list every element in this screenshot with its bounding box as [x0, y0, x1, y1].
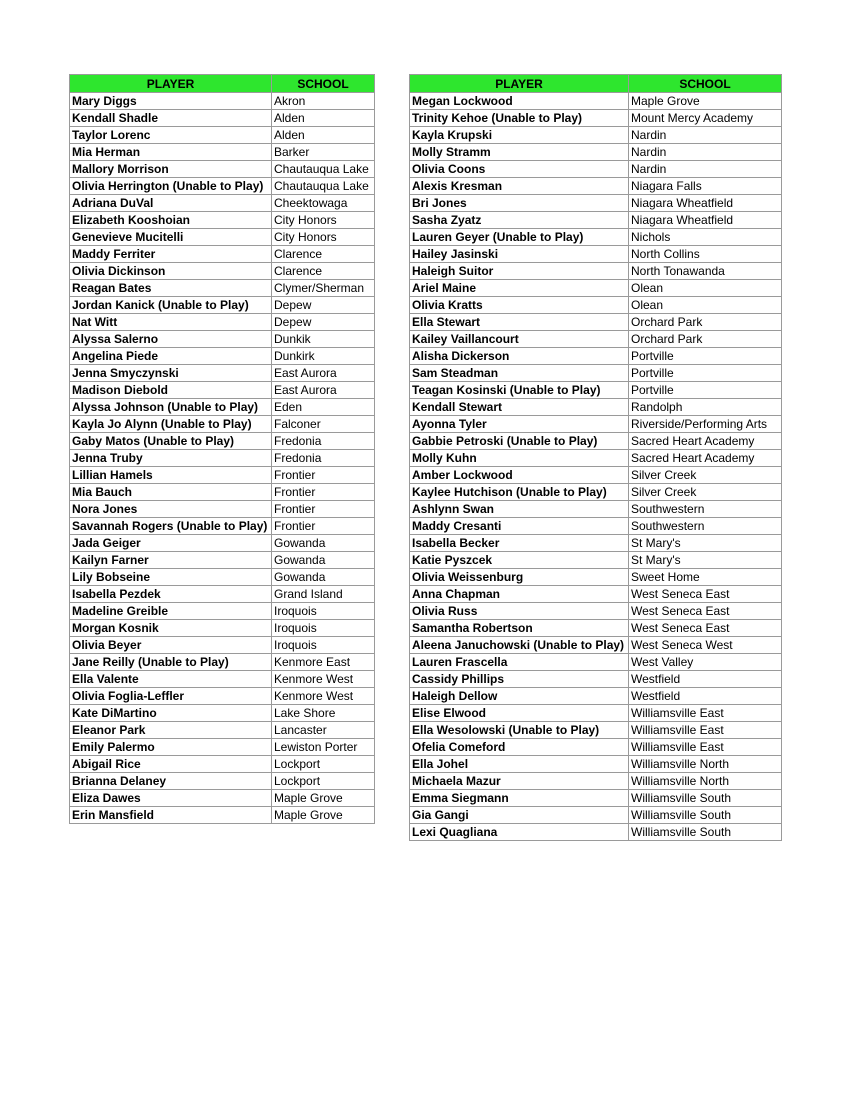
- school-name-cell: Frontier: [272, 467, 375, 484]
- school-name-cell: Lockport: [272, 773, 375, 790]
- table-row: [70, 195, 375, 212]
- player-name-cell: Nora Jones: [70, 501, 272, 518]
- school-name-cell: Westfield: [629, 688, 782, 705]
- table-row: [410, 552, 782, 569]
- school-name-cell: Southwestern: [629, 501, 782, 518]
- school-name-cell: Orchard Park: [629, 331, 782, 348]
- table-row: [70, 331, 375, 348]
- table-row: [70, 382, 375, 399]
- player-name-cell: Jane Reilly (Unable to Play): [70, 654, 272, 671]
- player-name-cell: Reagan Bates: [70, 280, 272, 297]
- school-name-cell: City Honors: [272, 212, 375, 229]
- player-name-cell: Erin Mansfield: [70, 807, 272, 824]
- table-row: [410, 518, 782, 535]
- school-name-cell: Niagara Wheatfield: [629, 212, 782, 229]
- school-name-cell: Olean: [629, 297, 782, 314]
- player-name-cell: Trinity Kehoe (Unable to Play): [410, 110, 629, 127]
- school-name-cell: Nichols: [629, 229, 782, 246]
- school-name-cell: Williamsville South: [629, 807, 782, 824]
- table-row: [410, 195, 782, 212]
- school-name-cell: Chautauqua Lake: [272, 178, 375, 195]
- school-name-cell: Southwestern: [629, 518, 782, 535]
- school-name-cell: Eden: [272, 399, 375, 416]
- player-name-cell: Jenna Truby: [70, 450, 272, 467]
- table-row: [410, 807, 782, 824]
- table-row: [410, 705, 782, 722]
- table-row: [410, 790, 782, 807]
- table-row: [410, 263, 782, 280]
- player-name-cell: Angelina Piede: [70, 348, 272, 365]
- school-name-cell: Alden: [272, 127, 375, 144]
- player-name-cell: Haleigh Dellow: [410, 688, 629, 705]
- player-name-cell: Ella Wesolowski (Unable to Play): [410, 722, 629, 739]
- school-name-cell: Lockport: [272, 756, 375, 773]
- school-name-cell: Nardin: [629, 144, 782, 161]
- table-row: [410, 620, 782, 637]
- school-name-cell: Kenmore East: [272, 654, 375, 671]
- table-row: [70, 144, 375, 161]
- table-row: [410, 637, 782, 654]
- school-name-cell: Cheektowaga: [272, 195, 375, 212]
- roster-rows: [410, 93, 782, 841]
- player-name-cell: Aleena Januchowski (Unable to Play): [410, 637, 629, 654]
- player-name-cell: Maddy Cresanti: [410, 518, 629, 535]
- player-name-cell: Mia Bauch: [70, 484, 272, 501]
- school-name-cell: Barker: [272, 144, 375, 161]
- school-name-cell: Sacred Heart Academy: [629, 450, 782, 467]
- player-name-cell: Sam Steadman: [410, 365, 629, 382]
- school-name-cell: Depew: [272, 297, 375, 314]
- player-name-cell: Emily Palermo: [70, 739, 272, 756]
- table-row: [70, 433, 375, 450]
- table-row: [70, 654, 375, 671]
- table-row: [410, 280, 782, 297]
- school-name-cell: Kenmore West: [272, 671, 375, 688]
- table-row: [70, 246, 375, 263]
- table-row: [70, 739, 375, 756]
- table-row: [70, 365, 375, 382]
- school-name-cell: Sacred Heart Academy: [629, 433, 782, 450]
- player-name-cell: Ashlynn Swan: [410, 501, 629, 518]
- school-name-cell: Riverside/Performing Arts: [629, 416, 782, 433]
- table-row: [70, 586, 375, 603]
- school-name-cell: Fredonia: [272, 433, 375, 450]
- player-name-cell: Kendall Shadle: [70, 110, 272, 127]
- player-name-cell: Genevieve Mucitelli: [70, 229, 272, 246]
- school-name-cell: Williamsville East: [629, 739, 782, 756]
- school-name-cell: Nardin: [629, 161, 782, 178]
- table-row: [410, 314, 782, 331]
- player-name-cell: Olivia Coons: [410, 161, 629, 178]
- school-name-cell: Kenmore West: [272, 688, 375, 705]
- school-name-cell: Chautauqua Lake: [272, 161, 375, 178]
- table-row: [70, 161, 375, 178]
- player-name-cell: Ella Valente: [70, 671, 272, 688]
- player-name-cell: Mallory Morrison: [70, 161, 272, 178]
- school-name-cell: Williamsville East: [629, 705, 782, 722]
- school-name-cell: Portville: [629, 365, 782, 382]
- roster-rows: [70, 93, 375, 824]
- player-name-cell: Ella Stewart: [410, 314, 629, 331]
- table-row: [70, 790, 375, 807]
- player-name-cell: Alisha Dickerson: [410, 348, 629, 365]
- table-row: [70, 620, 375, 637]
- roster-table-right: [409, 74, 782, 841]
- player-name-cell: Olivia Foglia-Leffler: [70, 688, 272, 705]
- school-name-cell: Williamsville South: [629, 790, 782, 807]
- player-name-cell: Alexis Kresman: [410, 178, 629, 195]
- table-row: [70, 127, 375, 144]
- player-name-cell: Morgan Kosnik: [70, 620, 272, 637]
- school-name-cell: St Mary's: [629, 552, 782, 569]
- school-name-cell: Dunkirk: [272, 348, 375, 365]
- school-name-cell: Fredonia: [272, 450, 375, 467]
- player-name-cell: Kate DiMartino: [70, 705, 272, 722]
- table-row: [410, 297, 782, 314]
- school-name-cell: Niagara Falls: [629, 178, 782, 195]
- table-row: [410, 161, 782, 178]
- player-name-cell: Olivia Russ: [410, 603, 629, 620]
- school-name-cell: Maple Grove: [272, 807, 375, 824]
- school-name-cell: Portville: [629, 382, 782, 399]
- school-name-cell: Mount Mercy Academy: [629, 110, 782, 127]
- school-name-cell: Lancaster: [272, 722, 375, 739]
- table-row: [70, 416, 375, 433]
- school-name-cell: Westfield: [629, 671, 782, 688]
- school-name-cell: Lake Shore: [272, 705, 375, 722]
- player-name-cell: Katie Pyszcek: [410, 552, 629, 569]
- school-name-cell: Frontier: [272, 484, 375, 501]
- table-row: [410, 824, 782, 841]
- player-name-cell: Ofelia Comeford: [410, 739, 629, 756]
- player-name-cell: Kailyn Farner: [70, 552, 272, 569]
- school-name-cell: West Seneca East: [629, 603, 782, 620]
- player-name-cell: Gabbie Petroski (Unable to Play): [410, 433, 629, 450]
- player-name-cell: Olivia Weissenburg: [410, 569, 629, 586]
- school-name-cell: Maple Grove: [272, 790, 375, 807]
- school-name-cell: Akron: [272, 93, 375, 110]
- table-row: [70, 450, 375, 467]
- school-name-cell: West Seneca East: [629, 586, 782, 603]
- school-name-cell: Depew: [272, 314, 375, 331]
- school-name-cell: Williamsville East: [629, 722, 782, 739]
- table-row: [70, 263, 375, 280]
- table-row: [70, 773, 375, 790]
- school-name-cell: Gowanda: [272, 569, 375, 586]
- player-name-cell: Cassidy Phillips: [410, 671, 629, 688]
- player-name-cell: Jenna Smyczynski: [70, 365, 272, 382]
- school-name-cell: Olean: [629, 280, 782, 297]
- player-name-cell: Bri Jones: [410, 195, 629, 212]
- player-name-cell: Eleanor Park: [70, 722, 272, 739]
- player-name-cell: Savannah Rogers (Unable to Play): [70, 518, 272, 535]
- player-name-cell: Jada Geiger: [70, 535, 272, 552]
- table-row: [70, 93, 375, 110]
- school-name-cell: Randolph: [629, 399, 782, 416]
- player-name-cell: Kailey Vaillancourt: [410, 331, 629, 348]
- table-row: [410, 450, 782, 467]
- table-row: [70, 722, 375, 739]
- school-name-cell: Clarence: [272, 246, 375, 263]
- player-name-cell: Amber Lockwood: [410, 467, 629, 484]
- table-row: [410, 671, 782, 688]
- player-name-cell: Madeline Greible: [70, 603, 272, 620]
- player-name-cell: Haleigh Suitor: [410, 263, 629, 280]
- player-name-cell: Olivia Herrington (Unable to Play): [70, 178, 272, 195]
- table-row: [410, 603, 782, 620]
- school-name-cell: Williamsville North: [629, 756, 782, 773]
- player-name-cell: Molly Kuhn: [410, 450, 629, 467]
- player-name-cell: Hailey Jasinski: [410, 246, 629, 263]
- player-name-cell: Isabella Pezdek: [70, 586, 272, 603]
- table-row: [410, 416, 782, 433]
- player-name-cell: Olivia Beyer: [70, 637, 272, 654]
- table-row: [70, 637, 375, 654]
- player-name-cell: Olivia Dickinson: [70, 263, 272, 280]
- table-row: [410, 212, 782, 229]
- table-row: [70, 756, 375, 773]
- player-name-cell: Taylor Lorenc: [70, 127, 272, 144]
- table-row: [410, 331, 782, 348]
- school-name-cell: West Seneca East: [629, 620, 782, 637]
- school-name-cell: Maple Grove: [629, 93, 782, 110]
- table-row: [70, 501, 375, 518]
- player-name-cell: Michaela Mazur: [410, 773, 629, 790]
- table-row: [410, 246, 782, 263]
- school-name-cell: Iroquois: [272, 637, 375, 654]
- player-name-cell: Brianna Delaney: [70, 773, 272, 790]
- player-name-cell: Isabella Becker: [410, 535, 629, 552]
- player-name-cell: Kayla Krupski: [410, 127, 629, 144]
- player-name-cell: Emma Siegmann: [410, 790, 629, 807]
- school-name-cell: Silver Creek: [629, 467, 782, 484]
- school-name-cell: Grand Island: [272, 586, 375, 603]
- player-name-cell: Teagan Kosinski (Unable to Play): [410, 382, 629, 399]
- header-row: [410, 75, 782, 93]
- table-row: [70, 671, 375, 688]
- school-name-cell: West Valley: [629, 654, 782, 671]
- table-row: [410, 484, 782, 501]
- school-name-cell: Orchard Park: [629, 314, 782, 331]
- table-row: [410, 739, 782, 756]
- player-name-cell: Lexi Quagliana: [410, 824, 629, 841]
- player-name-cell: Lauren Geyer (Unable to Play): [410, 229, 629, 246]
- player-name-cell: Alyssa Johnson (Unable to Play): [70, 399, 272, 416]
- player-name-cell: Jordan Kanick (Unable to Play): [70, 297, 272, 314]
- table-row: [410, 399, 782, 416]
- table-row: [70, 552, 375, 569]
- player-name-cell: Megan Lockwood: [410, 93, 629, 110]
- table-row: [70, 807, 375, 824]
- school-column-header: SCHOOL: [272, 75, 375, 93]
- school-name-cell: Frontier: [272, 518, 375, 535]
- player-name-cell: Lillian Hamels: [70, 467, 272, 484]
- table-row: [410, 756, 782, 773]
- table-row: [70, 212, 375, 229]
- table-row: [70, 705, 375, 722]
- table-row: [70, 688, 375, 705]
- player-name-cell: Molly Stramm: [410, 144, 629, 161]
- player-name-cell: Kendall Stewart: [410, 399, 629, 416]
- table-row: [70, 110, 375, 127]
- table-row: [410, 93, 782, 110]
- table-row: [410, 178, 782, 195]
- table-row: [410, 501, 782, 518]
- table-row: [70, 314, 375, 331]
- player-name-cell: Ariel Maine: [410, 280, 629, 297]
- table-row: [70, 348, 375, 365]
- table-row: [410, 348, 782, 365]
- school-name-cell: Iroquois: [272, 603, 375, 620]
- table-row: [70, 178, 375, 195]
- player-name-cell: Gaby Matos (Unable to Play): [70, 433, 272, 450]
- player-name-cell: Mary Diggs: [70, 93, 272, 110]
- school-name-cell: Falconer: [272, 416, 375, 433]
- table-row: [70, 535, 375, 552]
- table-row: [410, 433, 782, 450]
- table-row: [410, 110, 782, 127]
- player-name-cell: Gia Gangi: [410, 807, 629, 824]
- player-name-cell: Madison Diebold: [70, 382, 272, 399]
- school-column-header: SCHOOL: [629, 75, 782, 93]
- player-name-cell: Mia Herman: [70, 144, 272, 161]
- player-name-cell: Lily Bobseine: [70, 569, 272, 586]
- player-name-cell: Maddy Ferriter: [70, 246, 272, 263]
- school-name-cell: East Aurora: [272, 365, 375, 382]
- table-row: [70, 467, 375, 484]
- player-name-cell: Abigail Rice: [70, 756, 272, 773]
- school-name-cell: Nardin: [629, 127, 782, 144]
- table-row: [70, 229, 375, 246]
- school-name-cell: Gowanda: [272, 535, 375, 552]
- header-row: [70, 75, 375, 93]
- table-row: [70, 569, 375, 586]
- player-name-cell: Nat Witt: [70, 314, 272, 331]
- school-name-cell: East Aurora: [272, 382, 375, 399]
- player-column-header: PLAYER: [410, 75, 629, 93]
- player-name-cell: Elise Elwood: [410, 705, 629, 722]
- table-row: [410, 144, 782, 161]
- player-name-cell: Ella Johel: [410, 756, 629, 773]
- school-name-cell: St Mary's: [629, 535, 782, 552]
- player-name-cell: Adriana DuVal: [70, 195, 272, 212]
- player-name-cell: Samantha Robertson: [410, 620, 629, 637]
- school-name-cell: Silver Creek: [629, 484, 782, 501]
- player-name-cell: Kayla Jo Alynn (Unable to Play): [70, 416, 272, 433]
- table-row: [410, 229, 782, 246]
- school-name-cell: Williamsville South: [629, 824, 782, 841]
- player-name-cell: Kaylee Hutchison (Unable to Play): [410, 484, 629, 501]
- table-row: [70, 399, 375, 416]
- school-name-cell: Alden: [272, 110, 375, 127]
- player-name-cell: Ayonna Tyler: [410, 416, 629, 433]
- player-column-header: PLAYER: [70, 75, 272, 93]
- school-name-cell: Frontier: [272, 501, 375, 518]
- school-name-cell: Clarence: [272, 263, 375, 280]
- player-name-cell: Olivia Kratts: [410, 297, 629, 314]
- school-name-cell: North Collins: [629, 246, 782, 263]
- table-row: [70, 484, 375, 501]
- player-name-cell: Lauren Frascella: [410, 654, 629, 671]
- school-name-cell: Niagara Wheatfield: [629, 195, 782, 212]
- school-name-cell: West Seneca West: [629, 637, 782, 654]
- school-name-cell: North Tonawanda: [629, 263, 782, 280]
- player-name-cell: Eliza Dawes: [70, 790, 272, 807]
- school-name-cell: Gowanda: [272, 552, 375, 569]
- table-row: [410, 688, 782, 705]
- school-name-cell: Lewiston Porter: [272, 739, 375, 756]
- table-row: [410, 586, 782, 603]
- table-row: [410, 773, 782, 790]
- table-row: [70, 518, 375, 535]
- table-row: [410, 654, 782, 671]
- school-name-cell: Williamsville North: [629, 773, 782, 790]
- player-name-cell: Anna Chapman: [410, 586, 629, 603]
- table-row: [70, 603, 375, 620]
- table-row: [410, 467, 782, 484]
- school-name-cell: Dunkik: [272, 331, 375, 348]
- school-name-cell: City Honors: [272, 229, 375, 246]
- roster-table-left: [69, 74, 375, 824]
- table-row: [410, 127, 782, 144]
- school-name-cell: Iroquois: [272, 620, 375, 637]
- player-name-cell: Elizabeth Kooshoian: [70, 212, 272, 229]
- table-row: [70, 280, 375, 297]
- table-row: [410, 365, 782, 382]
- table-row: [70, 297, 375, 314]
- table-row: [410, 382, 782, 399]
- school-name-cell: Portville: [629, 348, 782, 365]
- player-name-cell: Alyssa Salerno: [70, 331, 272, 348]
- school-name-cell: Sweet Home: [629, 569, 782, 586]
- player-name-cell: Sasha Zyatz: [410, 212, 629, 229]
- table-row: [410, 535, 782, 552]
- table-row: [410, 569, 782, 586]
- school-name-cell: Clymer/Sherman: [272, 280, 375, 297]
- table-row: [410, 722, 782, 739]
